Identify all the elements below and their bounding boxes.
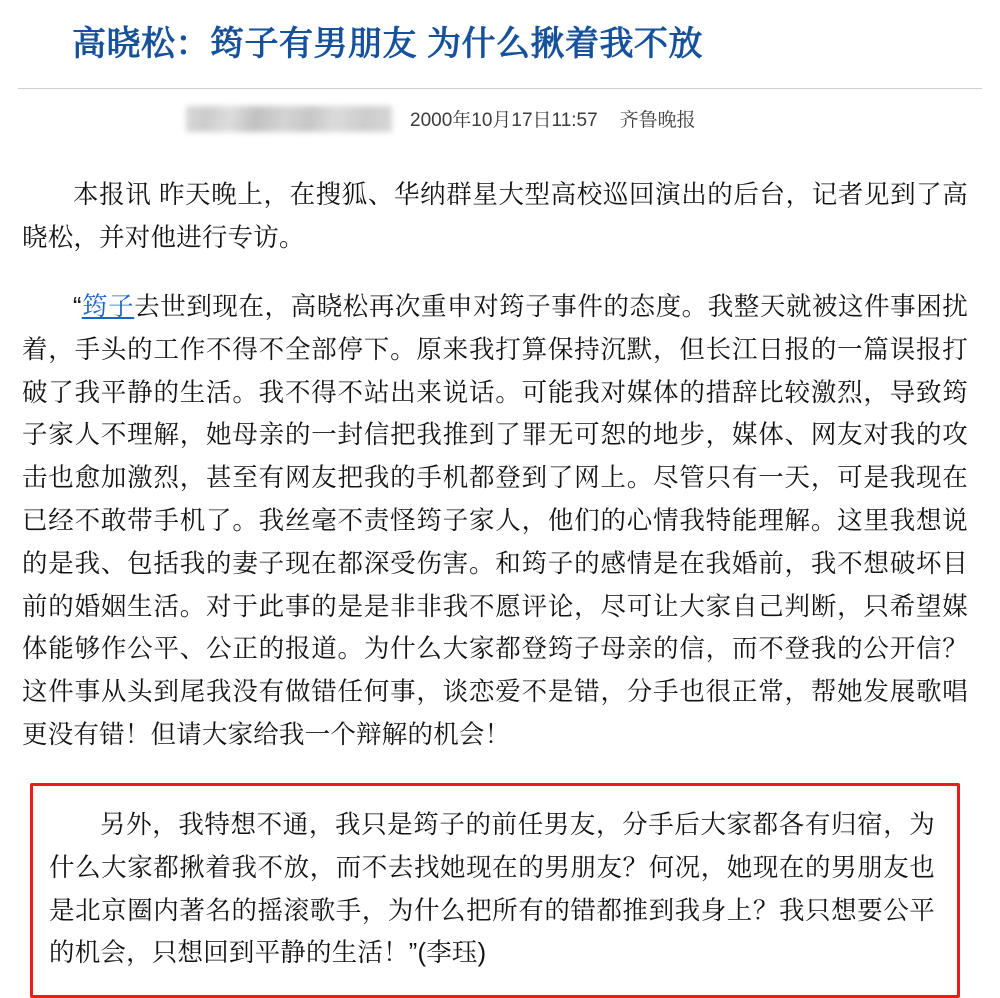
paragraph-2: “筠子去世到现在，高晓松再次重申对筠子事件的态度。我整天就被这件事困扰着，手头的工作不得不全部停下。原来我打算保持沉默，但长江日报的一篇误报打破了我平静的生活。我不得不站出来说话。可能我对媒体的措辞比较激烈，导致筠子家人不理解，她母亲的一封信把我推到了罪无可恕的地步，媒体、网友对我的攻击也愈加激烈，甚至有网友把我的手机都登到了网上。尽管只有一天，可是我现在已经不敢带手机了。我丝毫不责怪筠子家人，他们的心情我特能理解。这里我想说的是我、包括我的妻子现在都深受伤害。和筠子的感情是在我婚前，我不想破坏目前的婚姻生活。对于此事的是是非非我不愿评论，尽可让大家自己判断，只希望媒体能够作公平、公正的报道。为什么大家都登筠子母亲的信，而不登我的公开信？这件事从头到尾我没有做错任何事，谈恋爱不是错，分手也很正常，帮她发展歌唱更没有错！但请大家给我一个辩解的机会！	[22, 292, 969, 750]
publish-date: 2000年10月17日11:57	[410, 110, 598, 132]
highlighted-quote-box	[30, 783, 960, 998]
keyword-link-junzi[interactable]: 筠子	[81, 292, 135, 321]
paragraph-2-rest: 去世到现在，高晓松再次重申对筠子事件的态度。我整天就被这件事困扰着，手头的工作不得不全部停下。原来我打算保持沉默，但长江日报的一篇误报打破了我平静的生活。我不得不站出来说话。可能我对媒体的措辞比较激烈，导致筠子家人不理解，她母亲的一封信把我推到了罪无可恕的地步，媒体、网友对我的攻击也愈加激烈，甚至有网友把我的手机都登到了网上。尽管只有一天，可是我现在已经不敢带手机了。我丝毫不责怪筠子家人，他们的心情我特能理解。这里我想说的是我、包括我的妻子现在都深受伤害。和筠子的感情是在我婚前，我不想破坏目前的婚姻生活。对于此事的是是非非我不愿评论，尽可让大家自己判断，只希望媒体能够作公平、公正的报道。为什么大家都登筠子母亲的信，而不登我的公开信？这件事从头到尾我没有做错任何事，谈恋爱不是错，分手也很正常，帮她发展歌唱更没有错！但请大家给我一个辩解的机会！	[22, 292, 969, 750]
publish-source: 齐鲁晚报	[619, 110, 696, 132]
article-body	[0, 132, 1000, 998]
highlight-paragraph	[49, 804, 935, 975]
article-meta	[0, 89, 1000, 132]
highlight-byline: (李珏)	[417, 939, 487, 968]
paragraph-1: 本报讯 昨天晚上，在搜狐、华纳群星大型高校巡回演出的后台，记者见到了高晓松，并对他进行专访。	[22, 181, 968, 253]
page-title: 高晓松：筠子有男朋友 为什么揪着我不放	[72, 25, 703, 63]
author-redacted-block	[186, 106, 392, 132]
highlight-text: 另外，我特想不通，我只是筠子的前任男友，分手后大家都各有归宿，为什么大家都揪着我不放，而不去找她现在的男朋友？何况，她现在的男朋友也是北京圈内著名的摇滚歌手，为什么把所有的错都推到我身上？我只想要公平的机会，只想回到平静的生活！”	[49, 810, 935, 968]
page-left-edge	[0, 0, 6, 956]
